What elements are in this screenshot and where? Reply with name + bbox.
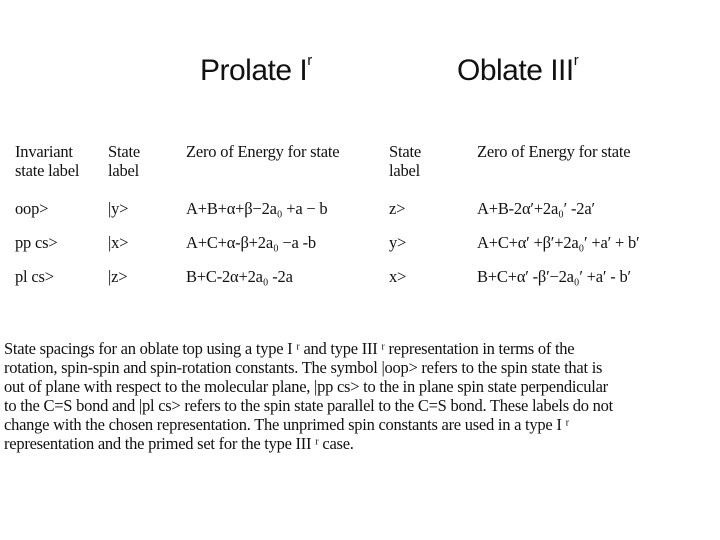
row-oop-oblate-energy: A+B-2α′+2a₀′ -2a′ [477,199,595,218]
row-oop-prolate-state: |y> [108,199,129,218]
oblate-heading-text: Oblate III [457,54,574,87]
row-ppcs-oblate-energy: A+C+α′ +β′+2a₀′ +a′ + b′ [477,233,640,252]
row-oop-invariant: oop> [15,199,49,218]
prolate-heading [200,54,312,88]
header-oblate-zero-energy: Zero of Energy for state [477,142,631,161]
row-plcs-oblate-energy: B+C+α′ -β′−2a₀′ +a′ - b′ [477,267,631,286]
prolate-heading-superscript: r [307,52,312,69]
row-plcs-invariant: pl cs> [15,267,54,286]
row-plcs-oblate-state: x> [389,267,407,286]
table-caption: State spacings for an oblate top using a type I ʳ and type III ʳ representation in terms of the rotation, spin-spin and spin-rotation constants. The symbol |oop> refers to the spin state that is out of plane with respect to the molecular plane, |pp cs> to the in plane spin state perpendicular to the C=S bond and |pl cs> refers to the spin state parallel to the C=S bond. These labels do not change with the chosen representation. The unprimed spin constants are used in a type I ʳ representation and the primed set for the type III ʳ case. [4,339,614,453]
header-prolate-zero-energy: Zero of Energy for state [186,142,340,161]
oblate-heading [457,54,578,88]
row-oop-oblate-state: z> [389,199,406,218]
row-ppcs-prolate-state: |x> [108,233,129,252]
header-invariant-state-label: Invariant state label [15,142,80,180]
row-ppcs-oblate-state: y> [389,233,407,252]
row-ppcs-prolate-energy: A+C+α-β+2a₀ −a -b [186,233,316,252]
row-ppcs-invariant: pp cs> [15,233,58,252]
row-oop-prolate-energy: A+B+α+β−2a₀ +a − b [186,199,328,218]
oblate-heading-superscript: r [573,52,579,69]
row-plcs-prolate-energy: B+C-2α+2a₀ -2a [186,267,293,286]
header-oblate-state-label: State label [389,142,421,180]
row-plcs-prolate-state: |z> [108,267,128,286]
prolate-heading-text: Prolate I [200,54,308,87]
header-prolate-state-label: State label [108,142,140,180]
